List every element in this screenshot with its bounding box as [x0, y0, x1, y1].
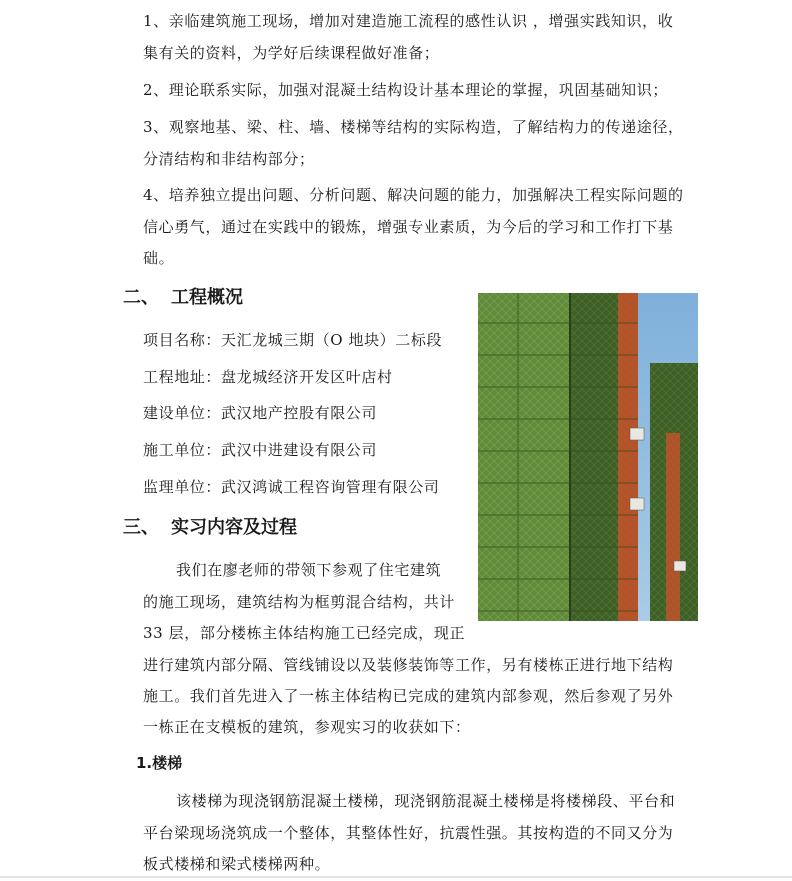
section-3-paragraph-line-3: 33 层，部分楼栋主体结构施工已经完成，现正 — [143, 624, 466, 642]
page-bottom-rule — [0, 876, 792, 878]
section-2-title: 工程概况 — [171, 287, 243, 308]
section-3-title: 实习内容及过程 — [171, 517, 297, 538]
objective-4-line-3: 础。 — [143, 249, 175, 267]
section-3-paragraph-line-5: 施工。我们首先进入了一栋主体结构已完成的建筑内部参观，然后参观了另外 — [143, 687, 674, 705]
section-2-heading — [123, 287, 243, 309]
objective-2-line-1: 2、理论联系实际，加强对混凝土结构设计基本理论的掌握，巩固基础知识； — [143, 81, 668, 99]
fact-supervisor: 监理单位：武汉鸿诚工程咨询管理有限公司 — [143, 478, 440, 496]
construction-hoist — [618, 293, 638, 621]
section-3-paragraph-line-2: 的施工现场，建筑结构为框剪混合结构，共计 — [143, 593, 456, 611]
secondary-hoist — [666, 433, 680, 621]
section-3-paragraph-line-1: 我们在廖老师的带领下参观了住宅建筑 — [176, 561, 442, 579]
objective-1-line-2: 集有关的资料，为学好后续课程做好准备； — [143, 44, 440, 62]
stairs-line-3: 板式楼梯和梁式楼梯两种。 — [143, 855, 331, 873]
objective-3-line-1: 3、观察地基、梁、柱、墙、楼梯等结构的实际构造，了解结构力的传递途径， — [143, 118, 684, 136]
tower-left-face — [478, 293, 570, 621]
objective-3-line-2: 分清结构和非结构部分； — [143, 150, 315, 168]
fact-address: 工程地址：盘龙城经济开发区叶店村 — [143, 368, 393, 386]
section-3-number: 三、 — [123, 517, 159, 538]
objective-1-line-1: 1、亲临建筑施工现场，增加对建造施工流程的感性认识 ，增强实践知识，收 — [143, 12, 674, 30]
stairs-heading: 1.楼梯 — [136, 754, 183, 772]
hoist-cage-2 — [630, 498, 644, 510]
construction-photo-svg — [478, 293, 698, 621]
fact-developer: 建设单位：武汉地产控股有限公司 — [143, 404, 378, 422]
objective-4-line-2: 信心勇气，通过在实践中的锻炼，增强专业素质，为今后的学习和工作打下基 — [143, 218, 674, 236]
section-3-heading — [123, 517, 297, 539]
hoist-cage-3 — [674, 561, 686, 571]
stairs-line-1: 该楼梯为现浇钢筋混凝土楼梯，现浇钢筋混凝土楼梯是将楼梯段、平台和 — [176, 792, 676, 810]
section-2-number: 二、 — [123, 287, 159, 308]
hoist-cage-1 — [630, 428, 644, 440]
fact-contractor: 施工单位：武汉中进建设有限公司 — [143, 441, 378, 459]
section-3-paragraph-line-4: 进行建筑内部分隔、管线铺设以及装修装饰等工作，另有楼栋正进行地下结构 — [143, 656, 674, 674]
objective-4-line-1: 4、培养独立提出问题、分析问题、解决问题的能力，加强解决工程实际问题的 — [143, 186, 684, 204]
section-3-paragraph-line-6: 一栋正在支模板的建筑，参观实习的收获如下： — [143, 718, 471, 736]
stairs-line-2: 平台梁现场浇筑成一个整体，其整体性好，抗震性强。其按构造的不同又分为 — [143, 824, 674, 842]
fact-project-name: 项目名称：天汇龙城三期（O 地块）二标段 — [143, 331, 443, 349]
construction-site-photo — [478, 293, 698, 621]
